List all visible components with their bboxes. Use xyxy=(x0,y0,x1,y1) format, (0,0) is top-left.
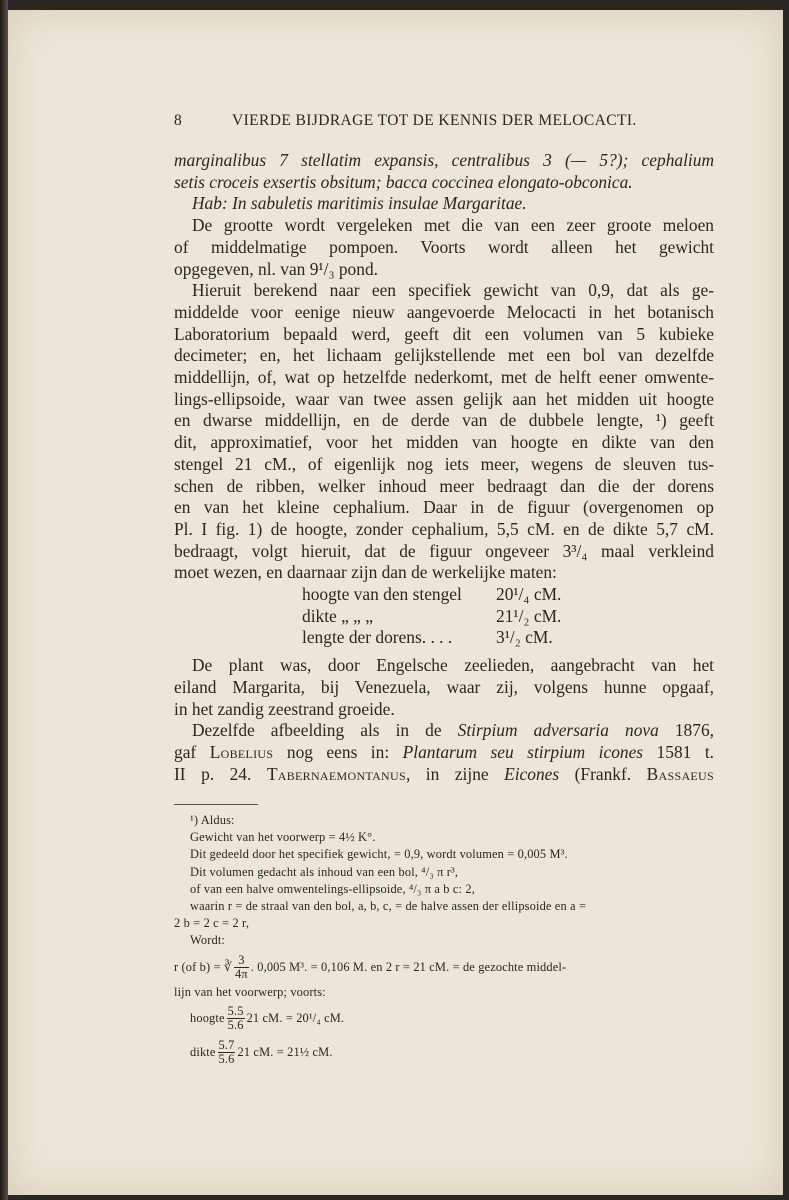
page-binding-edge xyxy=(0,0,8,1200)
author-name: Lobelius xyxy=(209,741,274,762)
footnote-line: waarin r = de straal van den bol, a, b, c, = de halve assen der ellipsoide en a = xyxy=(190,899,587,914)
para2-line: stengel 21 cM., of eigenlijk nog iets meer, wegens de sleuven tus- xyxy=(174,453,714,474)
fraction-denominator: 5.6 xyxy=(218,1052,235,1067)
text-run: gaf xyxy=(174,741,210,762)
para1-line: of middelmatige pompoen. Voorts wordt alleen het gewicht xyxy=(174,236,714,257)
para2-line: Laboratorium bepaald werd, geeft dit een volumen van 5 kubieke xyxy=(174,323,714,344)
text-run: 1581 t. xyxy=(643,741,714,762)
para4-line-2 xyxy=(174,742,714,764)
para1-line: opgegeven, nl. van 9¹/₃ pond. xyxy=(174,258,378,279)
para2-line: lings-ellipsoide, waar van twee assen gelijk aan het midden uit hoogte xyxy=(174,388,714,409)
text-run: nog eens in: xyxy=(273,741,403,762)
measurement-label: dikte „ „ „ xyxy=(302,605,373,626)
footnote-line: of van een halve omwentelings-ellipsoide, ⁴/₃ π a b c: 2, xyxy=(190,881,475,896)
formula-text: 21 cM. = 20¹/₄ cM. xyxy=(246,1010,345,1025)
formula-radius xyxy=(174,950,714,984)
para4-line-1 xyxy=(174,720,714,742)
fraction-numerator: 5.5 xyxy=(227,1004,244,1019)
measurement-row xyxy=(302,606,714,628)
formula-height xyxy=(174,1001,714,1035)
book-title: Plantarum seu stirpium icones xyxy=(402,741,644,762)
text-run: , in zijne xyxy=(405,763,505,784)
text-run: (Frankf. xyxy=(559,763,647,784)
fraction-numerator: 3 xyxy=(234,954,249,968)
formula-thickness xyxy=(174,1035,714,1069)
para3-line: in het zandig zeestrand groeide. xyxy=(174,698,395,719)
measurement-value: 3¹/₂ cM. xyxy=(496,627,553,648)
fraction-numerator: 5.7 xyxy=(218,1038,235,1053)
para2-line: en van het kleine cephalium. Daar in de figuur (overgenomen op xyxy=(174,497,714,518)
habitat-line: Hab: In sabuletis maritimis insulae Margaritae. xyxy=(192,193,527,214)
formula-text: 21 cM. = 21½ cM. xyxy=(237,1044,333,1059)
para2-line: middellijn, of, wat op hetzelfde nederkomt, met de helft eener omwente- xyxy=(174,367,714,388)
para2-line: middelde voor eenige nieuw aangevoerde Melocacti in het botanisch xyxy=(174,301,714,322)
fraction-denominator: 5.6 xyxy=(227,1018,244,1033)
footnote-line: Dit volumen gedacht als inhoud van een bol, ⁴/₃ π r³, xyxy=(190,864,459,879)
para2-line: schen de ribben, welker inhoud meer bedraagt dan die der dorens xyxy=(174,475,714,496)
footnote xyxy=(174,812,714,1069)
footnote-line: Gewicht van het voorwerp = 4½ K°. xyxy=(190,830,376,845)
text-run: 1876, xyxy=(658,720,714,741)
page-number: 8 xyxy=(174,112,183,129)
book-title: Eicones xyxy=(504,763,560,784)
running-header xyxy=(174,112,714,130)
measurement-value: 21¹/₂ cM. xyxy=(496,605,562,626)
measurement-row xyxy=(302,584,714,606)
formula-label: hoogte xyxy=(190,1010,225,1025)
fraction xyxy=(234,954,249,981)
measurements-table xyxy=(302,584,714,649)
main-text xyxy=(174,150,714,785)
book-title: Stirpium adversaria nova xyxy=(457,720,659,741)
footnote-line: 2 b = 2 c = 2 r, xyxy=(174,916,250,931)
fraction xyxy=(227,1005,245,1032)
footnote-divider xyxy=(174,804,258,805)
formula-text: r (of b) = ∛ xyxy=(174,959,232,974)
text-run: II p. 24. xyxy=(174,763,267,784)
footnote-line: Dit gedeeld door het specifiek gewicht, = 0,9, wordt volumen = 0,005 M³. xyxy=(190,847,568,862)
text-run: Dezelfde afbeelding als in de xyxy=(192,720,458,741)
footnote-line: Wordt: xyxy=(190,933,226,948)
formula-label: dikte xyxy=(190,1044,216,1059)
fraction xyxy=(218,1039,236,1066)
para2-line: moet wezen, en daarnaar zijn dan de werkelijke maten: xyxy=(174,562,557,583)
para4-line-3 xyxy=(174,764,714,786)
author-name: Tabernaemontanus xyxy=(266,763,406,784)
formula-text: . 0,005 M³. = 0,106 M. en 2 r = 21 cM. = de gezochte middel- xyxy=(250,959,567,974)
para1-line: De grootte wordt vergeleken met die van een zeer groote meloen xyxy=(192,215,714,236)
para2-line: dit, approximatief, voor het midden van hoogte en dikte van den xyxy=(174,432,714,453)
para2-line: Pl. I fig. 1) de hoogte, zonder cephalium, 5,5 cM. en de dikte 5,7 cM. xyxy=(174,518,714,539)
para2-line: decimeter; en, het lichaam gelijkstellende met een bol van dezelfde xyxy=(174,345,714,366)
measurement-row xyxy=(302,627,714,649)
measurement-label: lengte der dorens. . . . xyxy=(302,627,453,648)
footnote-line: lijn van het voorwerp; voorts: xyxy=(174,984,326,999)
para2-line: Hieruit berekend naar een specifiek gewicht van 0,9, dat als ge- xyxy=(192,280,714,301)
para2-line: en dwarse middellijn, en de derde van de dubbele lengte, ¹) geeft xyxy=(174,410,714,431)
footnote-marker: ¹) Aldus: xyxy=(190,813,235,827)
para3-line: eiland Margarita, bij Venezuela, waar zij, volgens hunne opgaaf, xyxy=(174,676,714,697)
description-line-2: setis croceis exsertis obsitum; bacca coccinea elongato-obconica. xyxy=(174,171,633,192)
running-title: VIERDE BIJDRAGE TOT DE KENNIS DER MELOCACTI. xyxy=(232,112,637,129)
para3-line: De plant was, door Engelsche zeelieden, aangebracht van het xyxy=(192,655,714,676)
measurement-value: 20¹/₄ cM. xyxy=(496,584,562,605)
author-name: Bassaeus xyxy=(646,763,714,784)
para2-line: bedraagt, volgt hieruit, dat de figuur ongeveer 3³/₄ maal verkleind xyxy=(174,540,714,561)
fraction-denominator: 4π xyxy=(234,967,248,982)
measurement-label: hoogte van den stengel xyxy=(302,584,462,605)
description-line-1: marginalibus 7 stellatim expansis, centralibus 3 (— 5?); cephalium xyxy=(174,150,714,170)
